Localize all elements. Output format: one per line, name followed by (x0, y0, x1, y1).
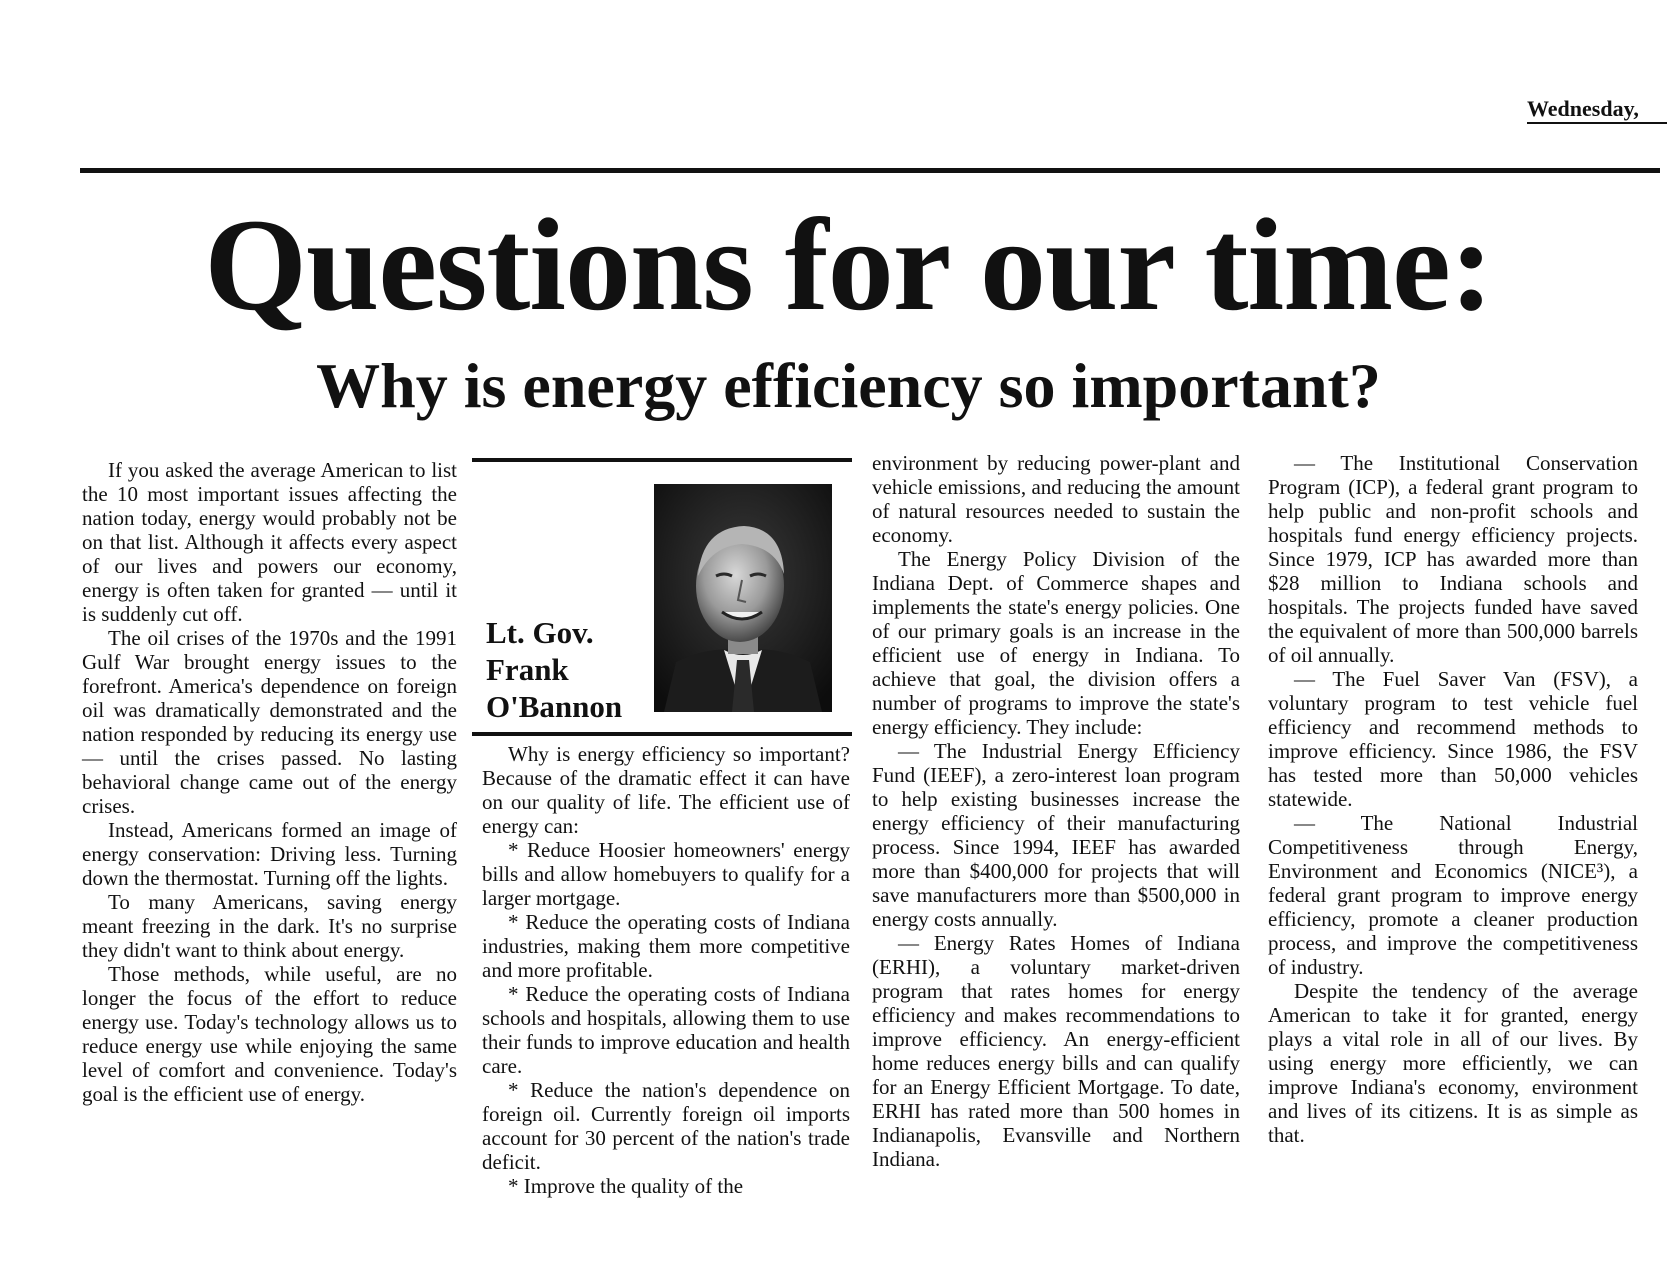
byline-line: Frank (486, 652, 569, 687)
byline-line: O'Bannon (486, 689, 623, 724)
program-item: — Energy Rates Homes of Indiana (ERHI), a voluntary market-driven program that rates homes for energy efficiency and makes recommendations to improve efficiency. An energy-efficient home reduces energy bills and can qualify for an Energy Efficient Mortgage. To date, ERHI has rated more than 500 homes in Indianapolis, Evansville and Northern Indiana. (872, 931, 1240, 1171)
program-item: — The Industrial Energy Efficiency Fund (IEEF), a zero-interest loan program to help existing businesses increase the energy efficiency of their manufacturing process. Since 1994, IEEF has awarded more than $400,000 for projects that will save manufacturers more than $500,000 in energy costs annually. (872, 739, 1240, 931)
article-column-2 (482, 742, 850, 1198)
program-item: — The National Industrial Competitiveness through Energy, Environment and Economics (NICE³), a federal grant program to improve energy efficiency, promote a cleaner production process, and improve the competitiveness of industry. (1268, 811, 1638, 979)
subhead: Why is energy efficiency so important? (316, 350, 1381, 421)
portrait-image (654, 484, 832, 712)
byline-bottom-rule (472, 732, 852, 736)
bullet-item: * Reduce the nation's dependence on foreign oil. Currently foreign oil imports account for 30 percent of the nation's trade deficit. (482, 1078, 850, 1174)
paragraph: environment by reducing power-plant and vehicle emissions, and reducing the amount of natural resources needed to sustain the economy. (872, 451, 1240, 547)
program-item: — The Fuel Saver Van (FSV), a voluntary program to test vehicle fuel efficiency and recommend methods to improve efficiency. Since 1986, the FSV has tested more than 50,000 vehicles statewide. (1268, 667, 1638, 811)
bullet-item: * Improve the quality of the (508, 1174, 744, 1198)
byline-line: Lt. Gov. (486, 615, 594, 650)
paragraph: The Energy Policy Division of the Indiana Dept. of Commerce shapes and implements the state's energy policies. One of our primary goals is an increase in the efficient use of energy in Indiana. To achieve that goal, the division offers a number of programs to improve the state's energy efficiency. They include: (872, 547, 1240, 739)
bullet-item: * Reduce Hoosier homeowners' energy bills and allow homebuyers to qualify for a larger mortgage. (482, 838, 850, 910)
paragraph: Why is energy efficiency so important? Because of the dramatic effect it can have on our quality of life. The efficient use of energy can: (482, 742, 850, 838)
paragraph: The oil crises of the 1970s and the 1991 Gulf War brought energy issues to the forefront. America's dependence on foreign oil was dramatically demonstrated and the nation responded by reducing its energy use — until the crises passed. No lasting behavioral change came out of the energy crises. (82, 626, 457, 818)
dateline: Wednesday, (1527, 96, 1667, 124)
paragraph: Despite the tendency of the average American to take it for granted, energy plays a vital role in all of our lives. By using energy more efficiently, we can improve Indiana's economy, environment and lives of its citizens. It is as simple as that. (1268, 979, 1638, 1147)
bullet-item: * Reduce the operating costs of Indiana industries, making them more competitive and more profitable. (482, 910, 850, 982)
article-column-1 (82, 458, 457, 1106)
program-item: — The Institutional Conservation Program (ICP), a federal grant program to help public and non-profit schools and hospitals fund energy efficiency projects. Since 1979, ICP has awarded more than $28 million to Indiana schools and hospitals. The projects funded have saved the equivalent of more than 500,000 barrels of oil annually. (1268, 451, 1638, 667)
paragraph: Instead, Americans formed an image of energy conservation: Driving less. Turning down the thermostat. Turning off the lights. (82, 818, 457, 890)
author-byline (486, 614, 622, 725)
author-photo (654, 484, 832, 712)
article-column-3 (872, 451, 1240, 1171)
headline: Questions for our time: (204, 191, 1493, 338)
byline-box (472, 458, 852, 736)
article-column-4 (1268, 451, 1638, 1147)
paragraph: To many Americans, saving energy meant freezing in the dark. It's no surprise they didn't want to think about energy. (82, 890, 457, 962)
paragraph: If you asked the average American to list the 10 most important issues affecting the nation today, energy would probably not be on that list. Although it affects every aspect of our lives and powers our economy, energy is often taken for granted — until it is suddenly cut off. (82, 458, 457, 626)
bullet-item: * Reduce the operating costs of Indiana schools and hospitals, allowing them to use their funds to improve education and health care. (482, 982, 850, 1078)
top-rule (80, 168, 1660, 173)
paragraph: Those methods, while useful, are no longer the focus of the effort to reduce energy use. Today's technology allows us to reduce energy use while enjoying the same level of comfort and convenience. Today's goal is the efficient use of energy. (82, 962, 457, 1106)
